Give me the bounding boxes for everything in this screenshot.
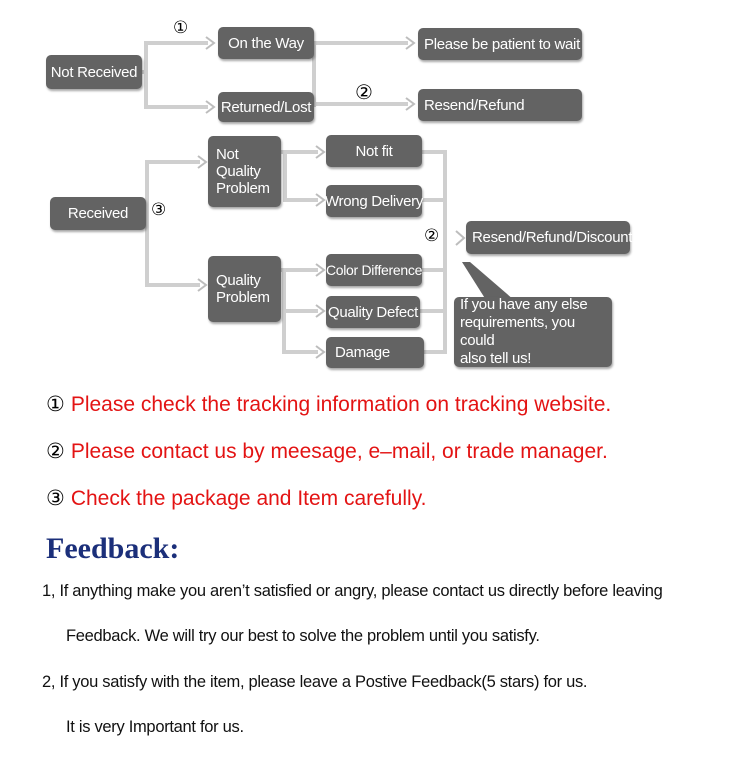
not-quality-problem-line: Quality (216, 163, 261, 180)
connector-line (146, 72, 208, 107)
connector-line (422, 152, 445, 352)
marker-one: ① (173, 18, 189, 38)
wrong-delivery-box: Wrong Delivery (326, 185, 422, 217)
resend-refund-discount-box: Resend/Refund/Discount (466, 221, 630, 254)
quality-defect-box: Quality Defect (326, 296, 420, 328)
color-difference-box: Color Difference (326, 254, 422, 286)
note-marker: ① (46, 392, 65, 416)
on-the-way-box: On the Way (218, 27, 314, 59)
received-box: Received (50, 197, 146, 230)
quality-problem-box (208, 256, 281, 322)
marker-three: ③ (151, 200, 167, 220)
returned-lost-box: Returned/Lost (218, 92, 314, 122)
feedback-title: Feedback: (46, 532, 180, 565)
not-received-box: Not Received (46, 55, 142, 89)
speech-bubble-tail (462, 262, 514, 300)
note-line (46, 439, 608, 464)
feedback-line: Feedback. We will try our best to solve the problem until you satisfy. (66, 627, 540, 645)
resend-refund-box: Resend/Refund (418, 89, 582, 121)
note-line (46, 486, 426, 511)
speech-bubble-line: also tell us! (460, 350, 532, 367)
connector-line (280, 152, 318, 200)
not-fit-box: Not fit (326, 135, 422, 167)
damage-box: Damage (326, 337, 424, 368)
speech-bubble (454, 297, 612, 367)
marker-two: ② (424, 226, 440, 246)
not-quality-problem-line: Problem (216, 180, 270, 197)
quality-problem-line: Quality (216, 272, 261, 289)
note-line (46, 392, 611, 417)
quality-problem-line: Problem (216, 289, 270, 306)
note-marker: ② (46, 439, 65, 463)
note-text: Please check the tracking information on tracking website. (70, 393, 612, 416)
note-text: Check the package and Item carefully. (70, 487, 427, 510)
marker-two: ② (355, 80, 373, 104)
speech-bubble-line: If you have any else (460, 296, 588, 313)
note-text: Please contact us by meesage, e–mail, or trade manager. (70, 440, 608, 463)
feedback-line: 1, If anything make you aren’t satisfied or angry, please contact us directly before leaving (42, 582, 663, 600)
feedback-line: It is very Important for us. (66, 718, 244, 736)
please-be-patient-box: Please be patient to wait (418, 28, 582, 60)
connector-line (142, 43, 208, 72)
feedback-line: 2, If you satisfy with the item, please leave a Postive Feedback(5 stars) for us. (42, 673, 588, 691)
not-quality-problem-box (208, 136, 281, 207)
note-marker: ③ (46, 486, 65, 510)
speech-bubble-line: requirements, you could (460, 314, 575, 349)
arrowhead (456, 231, 464, 245)
not-quality-problem-line: Not (216, 146, 239, 163)
connector-line (147, 213, 200, 285)
